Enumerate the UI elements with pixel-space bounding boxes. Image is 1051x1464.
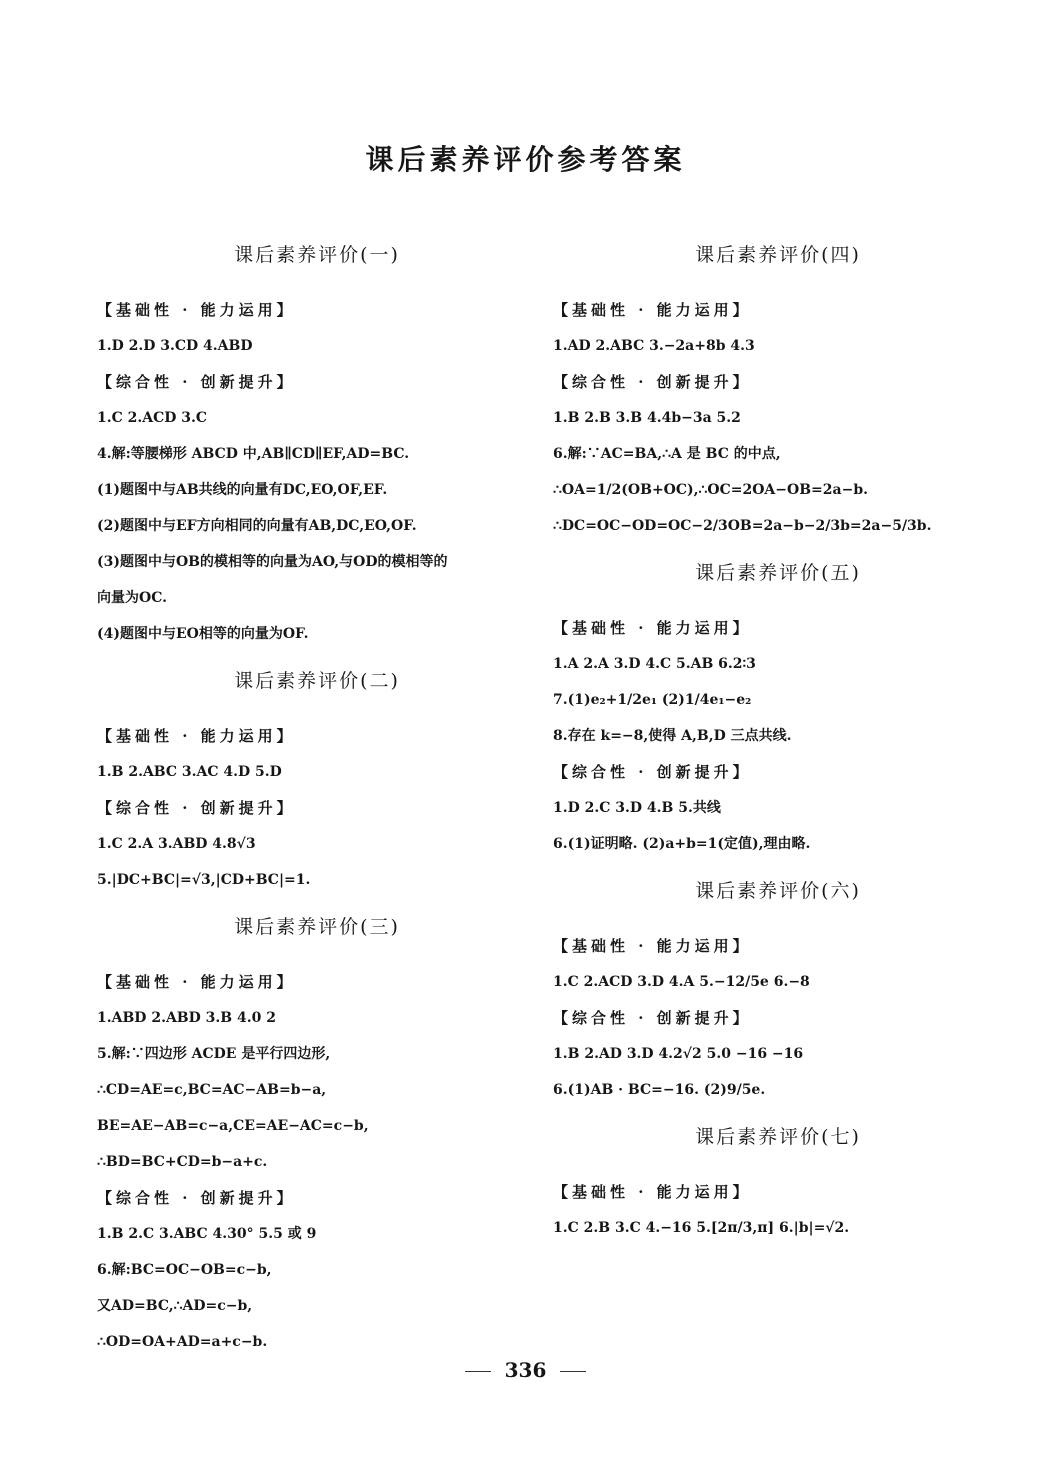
answer-section bbox=[97, 912, 537, 1360]
answer-line: 1.B 2.ABC 3.AC 4.D 5.D bbox=[97, 764, 282, 780]
answer-line: 1.B 2.C 3.ABC 4.30° 5.5 或 9 bbox=[97, 1226, 317, 1242]
right-column bbox=[553, 240, 1003, 1260]
sub-heading: 【综合性 · 创新提升】 bbox=[97, 373, 296, 391]
section-title: 课后素养评价(五) bbox=[695, 562, 861, 584]
answer-line: ∴BD=BC+CD=b−a+c. bbox=[97, 1154, 268, 1170]
left-column bbox=[97, 240, 537, 1374]
sub-heading: 【综合性 · 创新提升】 bbox=[553, 373, 752, 391]
answer-line: 向量为OC. bbox=[97, 590, 167, 606]
section-title: 课后素养评价(三) bbox=[234, 916, 400, 938]
answer-line: 1.C 2.ACD 3.C bbox=[97, 410, 208, 426]
answer-line: 1.A 2.A 3.D 4.C 5.AB 6.2∶3 bbox=[553, 656, 756, 672]
answer-line: 8.存在 k=−8,使得 A,B,D 三点共线. bbox=[553, 728, 792, 744]
sub-heading: 【基础性 · 能力运用】 bbox=[553, 1183, 752, 1201]
section-title: 课后素养评价(六) bbox=[695, 880, 861, 902]
answer-section bbox=[553, 1122, 1003, 1246]
answer-line: 5.|DC+BC|=√3,|CD+BC|=1. bbox=[97, 872, 311, 888]
answer-line: 7.(1)e₂+1/2e₁ (2)1/4e₁−e₂ bbox=[553, 692, 752, 708]
section-title: 课后素养评价(七) bbox=[695, 1126, 861, 1148]
answer-line: 6.解:BC=OC−OB=c−b, bbox=[97, 1262, 272, 1278]
page-number-left-rule bbox=[465, 1371, 491, 1372]
answer-line: ∴DC=OC−OD=OC−2/3OB=2a−b−2/3b=2a−5/3b. bbox=[553, 518, 932, 534]
answer-line: 5.解:∵四边形 ACDE 是平行四边形, bbox=[97, 1046, 331, 1062]
page-number-right-rule bbox=[560, 1371, 586, 1372]
answer-section bbox=[553, 240, 1003, 544]
sub-heading: 【基础性 · 能力运用】 bbox=[97, 301, 296, 319]
sub-heading: 【综合性 · 创新提升】 bbox=[553, 763, 752, 781]
answer-line: 1.C 2.ACD 3.D 4.A 5.−12/5e 6.−8 bbox=[553, 974, 810, 990]
sub-heading: 【基础性 · 能力运用】 bbox=[553, 619, 752, 637]
answer-line: 1.C 2.B 3.C 4.−16 5.[2π/3,π] 6.|b|=√2. bbox=[553, 1220, 850, 1236]
section-title: 课后素养评价(一) bbox=[234, 244, 400, 266]
answer-line: ∴OD=OA+AD=a+c−b. bbox=[97, 1334, 268, 1350]
answer-line: 6.(1)AB · BC=−16. (2)9/5e. bbox=[553, 1082, 766, 1098]
sub-heading: 【综合性 · 创新提升】 bbox=[97, 1189, 296, 1207]
answer-line: (2)题图中与EF方向相同的向量有AB,DC,EO,OF. bbox=[97, 518, 417, 534]
answer-line: 1.C 2.A 3.ABD 4.8√3 bbox=[97, 836, 256, 852]
answer-line: 6.(1)证明略. (2)a+b=1(定值),理由略. bbox=[553, 836, 811, 852]
section-title: 课后素养评价(四) bbox=[695, 244, 861, 266]
answer-line: ∴CD=AE=c,BC=AC−AB=b−a, bbox=[97, 1082, 327, 1098]
sub-heading: 【基础性 · 能力运用】 bbox=[97, 973, 296, 991]
answer-line: 4.解:等腰梯形 ABCD 中,AB∥CD∥EF,AD=BC. bbox=[97, 446, 410, 462]
answer-line: 1.B 2.B 3.B 4.4b−3a 5.2 bbox=[553, 410, 741, 426]
sub-heading: 【基础性 · 能力运用】 bbox=[553, 937, 752, 955]
section-title: 课后素养评价(二) bbox=[234, 670, 400, 692]
answer-line: ∴OA=1/2(OB+OC),∴OC=2OA−OB=2a−b. bbox=[553, 482, 868, 498]
answer-section bbox=[553, 558, 1003, 862]
sub-heading: 【基础性 · 能力运用】 bbox=[97, 727, 296, 745]
answer-line: 1.D 2.C 3.D 4.B 5.共线 bbox=[553, 800, 721, 816]
answer-line: (3)题图中与OB的模相等的向量为AO,与OD的模相等的 bbox=[97, 554, 448, 570]
answer-line: BE=AE−AB=c−a,CE=AE−AC=c−b, bbox=[97, 1118, 369, 1134]
page-number bbox=[0, 1358, 1051, 1382]
answer-section bbox=[553, 876, 1003, 1108]
answer-line: 6.解:∵AC=BA,∴A 是 BC 的中点, bbox=[553, 446, 781, 462]
page-number-text: 336 bbox=[504, 1358, 547, 1382]
answer-section bbox=[97, 666, 537, 898]
answer-line: 1.D 2.D 3.CD 4.ABD bbox=[97, 338, 253, 354]
sub-heading: 【综合性 · 创新提升】 bbox=[553, 1009, 752, 1027]
answer-line: 1.ABD 2.ABD 3.B 4.0 2 bbox=[97, 1010, 276, 1026]
answer-line: 又AD=BC,∴AD=c−b, bbox=[97, 1298, 253, 1314]
page-title: 课后素养评价参考答案 bbox=[365, 143, 686, 176]
answer-line: (4)题图中与EO相等的向量为OF. bbox=[97, 626, 309, 642]
answer-line: (1)题图中与AB共线的向量有DC,EO,OF,EF. bbox=[97, 482, 388, 498]
sub-heading: 【基础性 · 能力运用】 bbox=[553, 301, 752, 319]
sub-heading: 【综合性 · 创新提升】 bbox=[97, 799, 296, 817]
answer-section bbox=[97, 240, 537, 652]
answer-line: 1.AD 2.ABC 3.−2a+8b 4.3 bbox=[553, 338, 755, 354]
answer-line: 1.B 2.AD 3.D 4.2√2 5.0 −16 −16 bbox=[553, 1046, 804, 1062]
